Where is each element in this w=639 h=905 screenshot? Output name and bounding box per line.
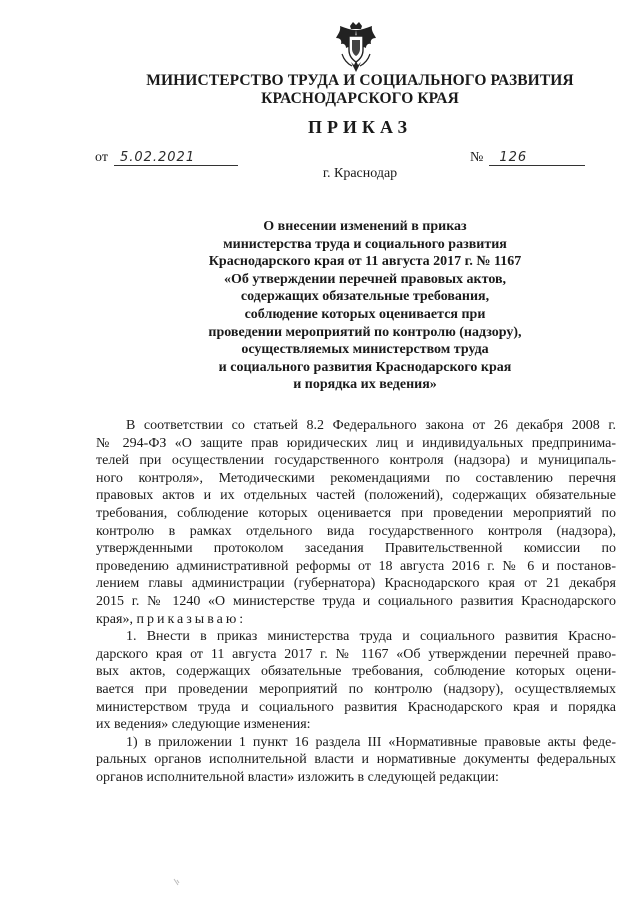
body-line: 2015 г. № 1240 «О министерстве труда и социального развития Краснодарского bbox=[96, 593, 616, 609]
ministry-name-line-1: МИНИСТЕРСТВО ТРУДА И СОЦИАЛЬНОГО РАЗВИТИЯ bbox=[146, 72, 574, 89]
body-line: министерством труда и социального развития Краснодарского края и порядка bbox=[96, 699, 616, 715]
body-line: дарского края от 11 августа 2017 г. № 1167 «Об утверждении перечней право- bbox=[96, 646, 616, 662]
title-line: проведении мероприятий по контролю (надзору), bbox=[208, 324, 522, 340]
body-line: ральных органов исполнительной власти и нормативные документы федеральных bbox=[96, 752, 616, 768]
title-line: Краснодарского края от 11 августа 2017 г. № 1167 bbox=[208, 254, 522, 270]
body-line: № 294-ФЗ «О защите прав юридических лиц и индивидуальных предпринима- bbox=[96, 435, 616, 451]
number-row bbox=[470, 150, 585, 166]
body-line-prefix: края», bbox=[96, 611, 133, 627]
body-line: контролю в рамках отдельного вида государственного контроля (надзора), bbox=[96, 523, 616, 539]
body-line: телей при осуществлении государственного контроля (надзора) и муниципаль- bbox=[96, 453, 616, 469]
title-line: министерства труда и социального развития bbox=[223, 236, 507, 252]
body-line: их ведения» следующие изменения: bbox=[96, 717, 311, 733]
title-line: и социального развития Краснодарского края bbox=[218, 359, 512, 375]
title-line: содержащих обязательные требования, bbox=[240, 289, 490, 305]
ministry-name-line-2: КРАСНОДАРСКОГО КРАЯ bbox=[261, 90, 459, 107]
date-label: от bbox=[95, 150, 108, 165]
title-line: и порядка их ведения» bbox=[293, 377, 437, 393]
date-row bbox=[95, 150, 238, 166]
body-line: органов исполнительной власти» изложить в следующей редакции: bbox=[96, 769, 499, 785]
title-line: соблюдение которых оценивается при bbox=[244, 306, 486, 322]
body-line: ного контроля», Методическими рекомендациями по составлению перечня bbox=[96, 470, 616, 486]
body-line: В соответствии со статьей 8.2 Федерального закона от 26 декабря 2008 г. bbox=[126, 418, 616, 433]
title-line: «Об утверждении перечней правовых актов, bbox=[223, 271, 507, 287]
body-line: вается при проведении мероприятий по контролю (надзору), осуществляемых bbox=[96, 681, 616, 697]
body-line: 1) в приложении 1 пункт 16 раздела III «Нормативные правовые акты феде- bbox=[126, 734, 616, 750]
document-type: ПРИКАЗ bbox=[307, 117, 413, 137]
body-line: 1. Внести в приказ министерства труда и социального развития Красно- bbox=[126, 629, 616, 645]
body-line: правовых актов и их отдельных частей (положений), содержащих обязательные bbox=[96, 488, 616, 504]
city: г. Краснодар bbox=[322, 166, 398, 181]
number-value: 126 bbox=[489, 150, 585, 166]
body-line: утвержденными протоколом заседания Правительственной комиссии по bbox=[96, 541, 616, 557]
coat-of-arms-icon bbox=[332, 20, 380, 74]
number-label: № bbox=[470, 150, 484, 165]
title-line: осуществляемых министерством труда bbox=[241, 342, 489, 358]
title-line: О внесении изменений в приказ bbox=[263, 219, 467, 234]
scan-mark-icon bbox=[172, 877, 182, 887]
date-value: 5.02.2021 bbox=[114, 150, 238, 166]
order-word: приказываю: bbox=[136, 611, 247, 627]
order-body bbox=[96, 417, 616, 786]
body-line: вых актов, содержащих обязательные требования, соблюдение которых оцени- bbox=[96, 664, 616, 680]
body-line: требования, соблюдение которых оценивается при проведении мероприятий по bbox=[96, 505, 616, 521]
body-line: лением главы администрации (губернатора) Краснодарского края от 21 декабря bbox=[96, 576, 616, 592]
order-title bbox=[155, 218, 575, 394]
body-line: проведению административной реформы от 18 августа 2016 г. № 6 и постанов- bbox=[96, 558, 616, 574]
body-line-last bbox=[96, 611, 616, 629]
